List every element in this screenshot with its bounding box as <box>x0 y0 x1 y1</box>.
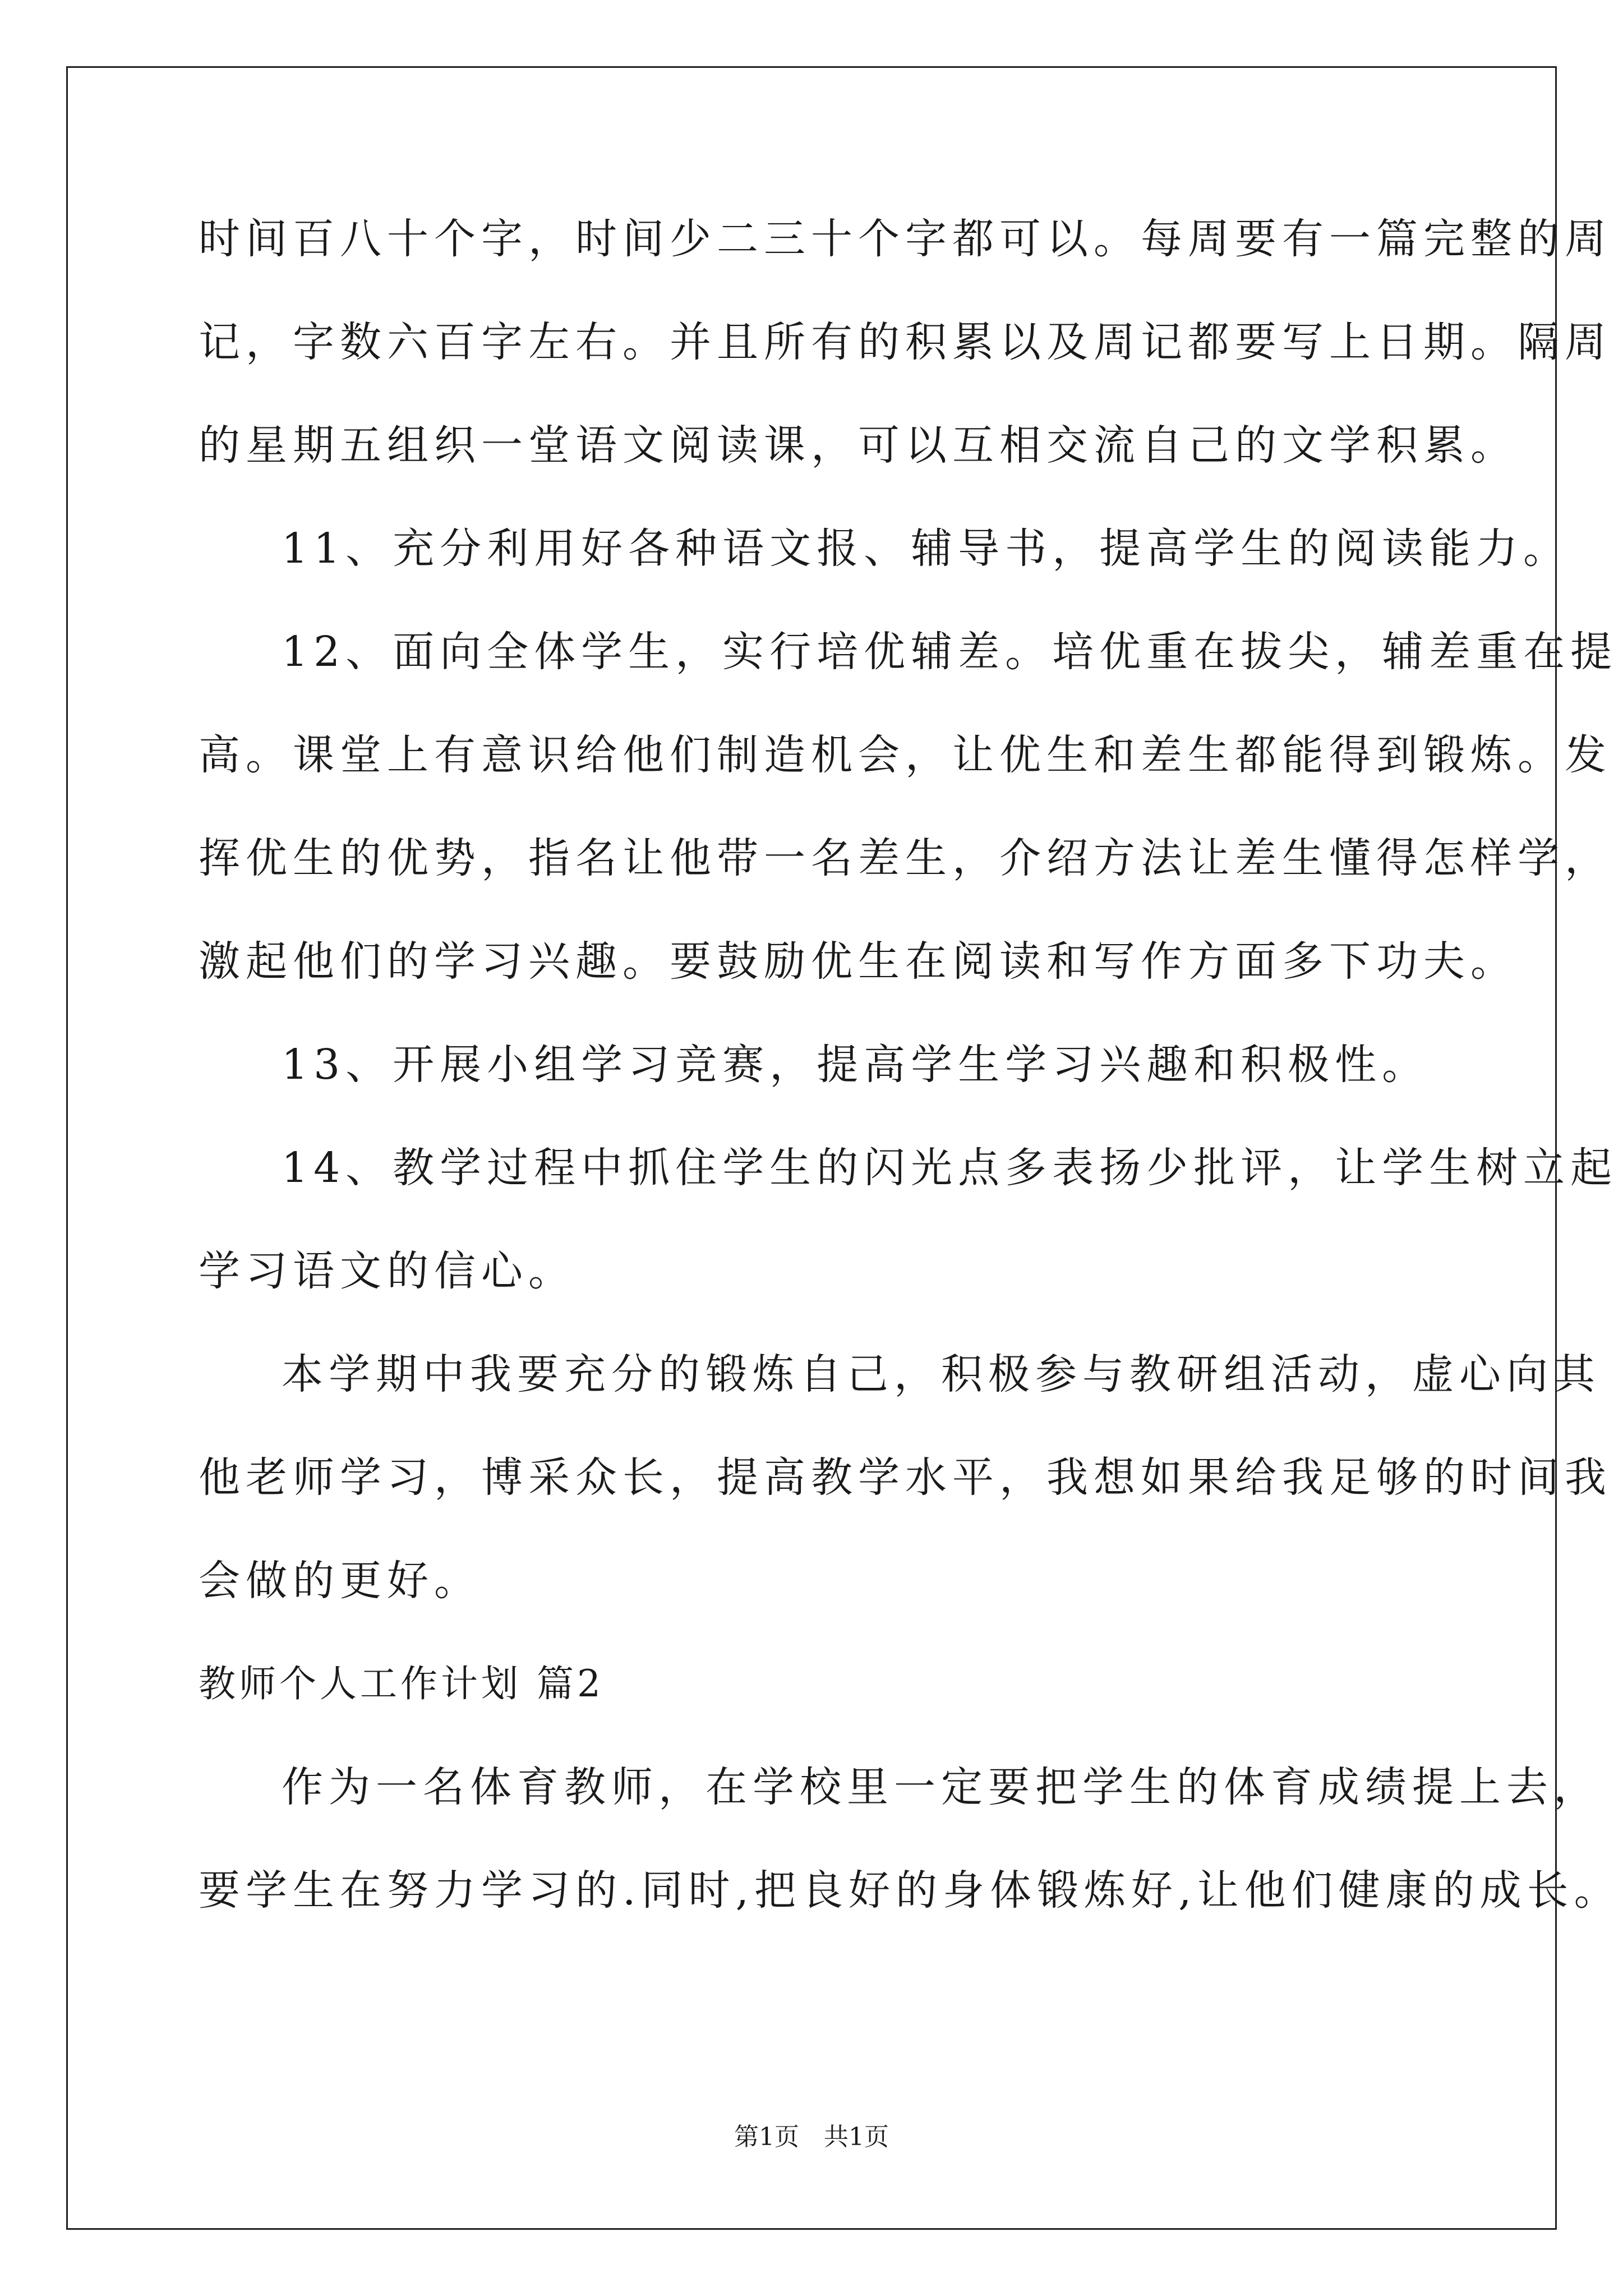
list-item-11: 11、充分利用好各种语文报、辅导书，提高学生的阅读能力。 <box>282 524 1571 573</box>
document-body <box>199 213 1621 1968</box>
paragraph-line: 要学生在努力学习的.同时,把良好的身体锻炼好,让他们健康的成长。 <box>199 1866 1621 1915</box>
paragraph-line: 学习语文的信心。 <box>199 1247 575 1295</box>
paragraph-line: 会做的更好。 <box>199 1557 481 1605</box>
list-item-13: 13、开展小组学习竞赛，提高学生学习兴趣和积极性。 <box>282 1041 1430 1089</box>
paragraph-line: 本学期中我要充分的锻炼自己，积极参与教研组活动，虚心向其 <box>282 1350 1601 1398</box>
paragraph-line: 激起他们的学习兴趣。要鼓励优生在阅读和写作方面多下功夫。 <box>199 937 1518 986</box>
section-heading: 教师个人工作计划 篇2 <box>199 1662 604 1705</box>
page-number-footer: 第1页 共1页 <box>734 2123 889 2151</box>
paragraph-line: 时间百八十个字，时间少二三十个字都可以。每周要有一篇完整的周 <box>199 215 1612 263</box>
list-item-12: 12、面向全体学生，实行培优辅差。培优重在拔尖，辅差重在提 <box>282 628 1618 676</box>
paragraph-line: 挥优生的优势，指名让他带一名差生，介绍方法让差生懂得怎样学， <box>199 834 1612 882</box>
paragraph-line: 作为一名体育教师，在学校里一定要把学生的体育成绩提上去， <box>282 1763 1601 1811</box>
paragraph-line: 他老师学习，博采众长，提高教学水平，我想如果给我足够的时间我 <box>199 1453 1612 1502</box>
paragraph-line: 的星期五组织一堂语文阅读课，可以互相交流自己的文学积累。 <box>199 421 1518 470</box>
paragraph-line: 高。课堂上有意识给他们制造机会，让优生和差生都能得到锻炼。发 <box>199 731 1612 779</box>
paragraph-line: 记，字数六百字左右。并且所有的积累以及周记都要写上日期。隔周 <box>199 318 1612 366</box>
list-item-14: 14、教学过程中抓住学生的闪光点多表扬少批评，让学生树立起 <box>282 1144 1618 1192</box>
